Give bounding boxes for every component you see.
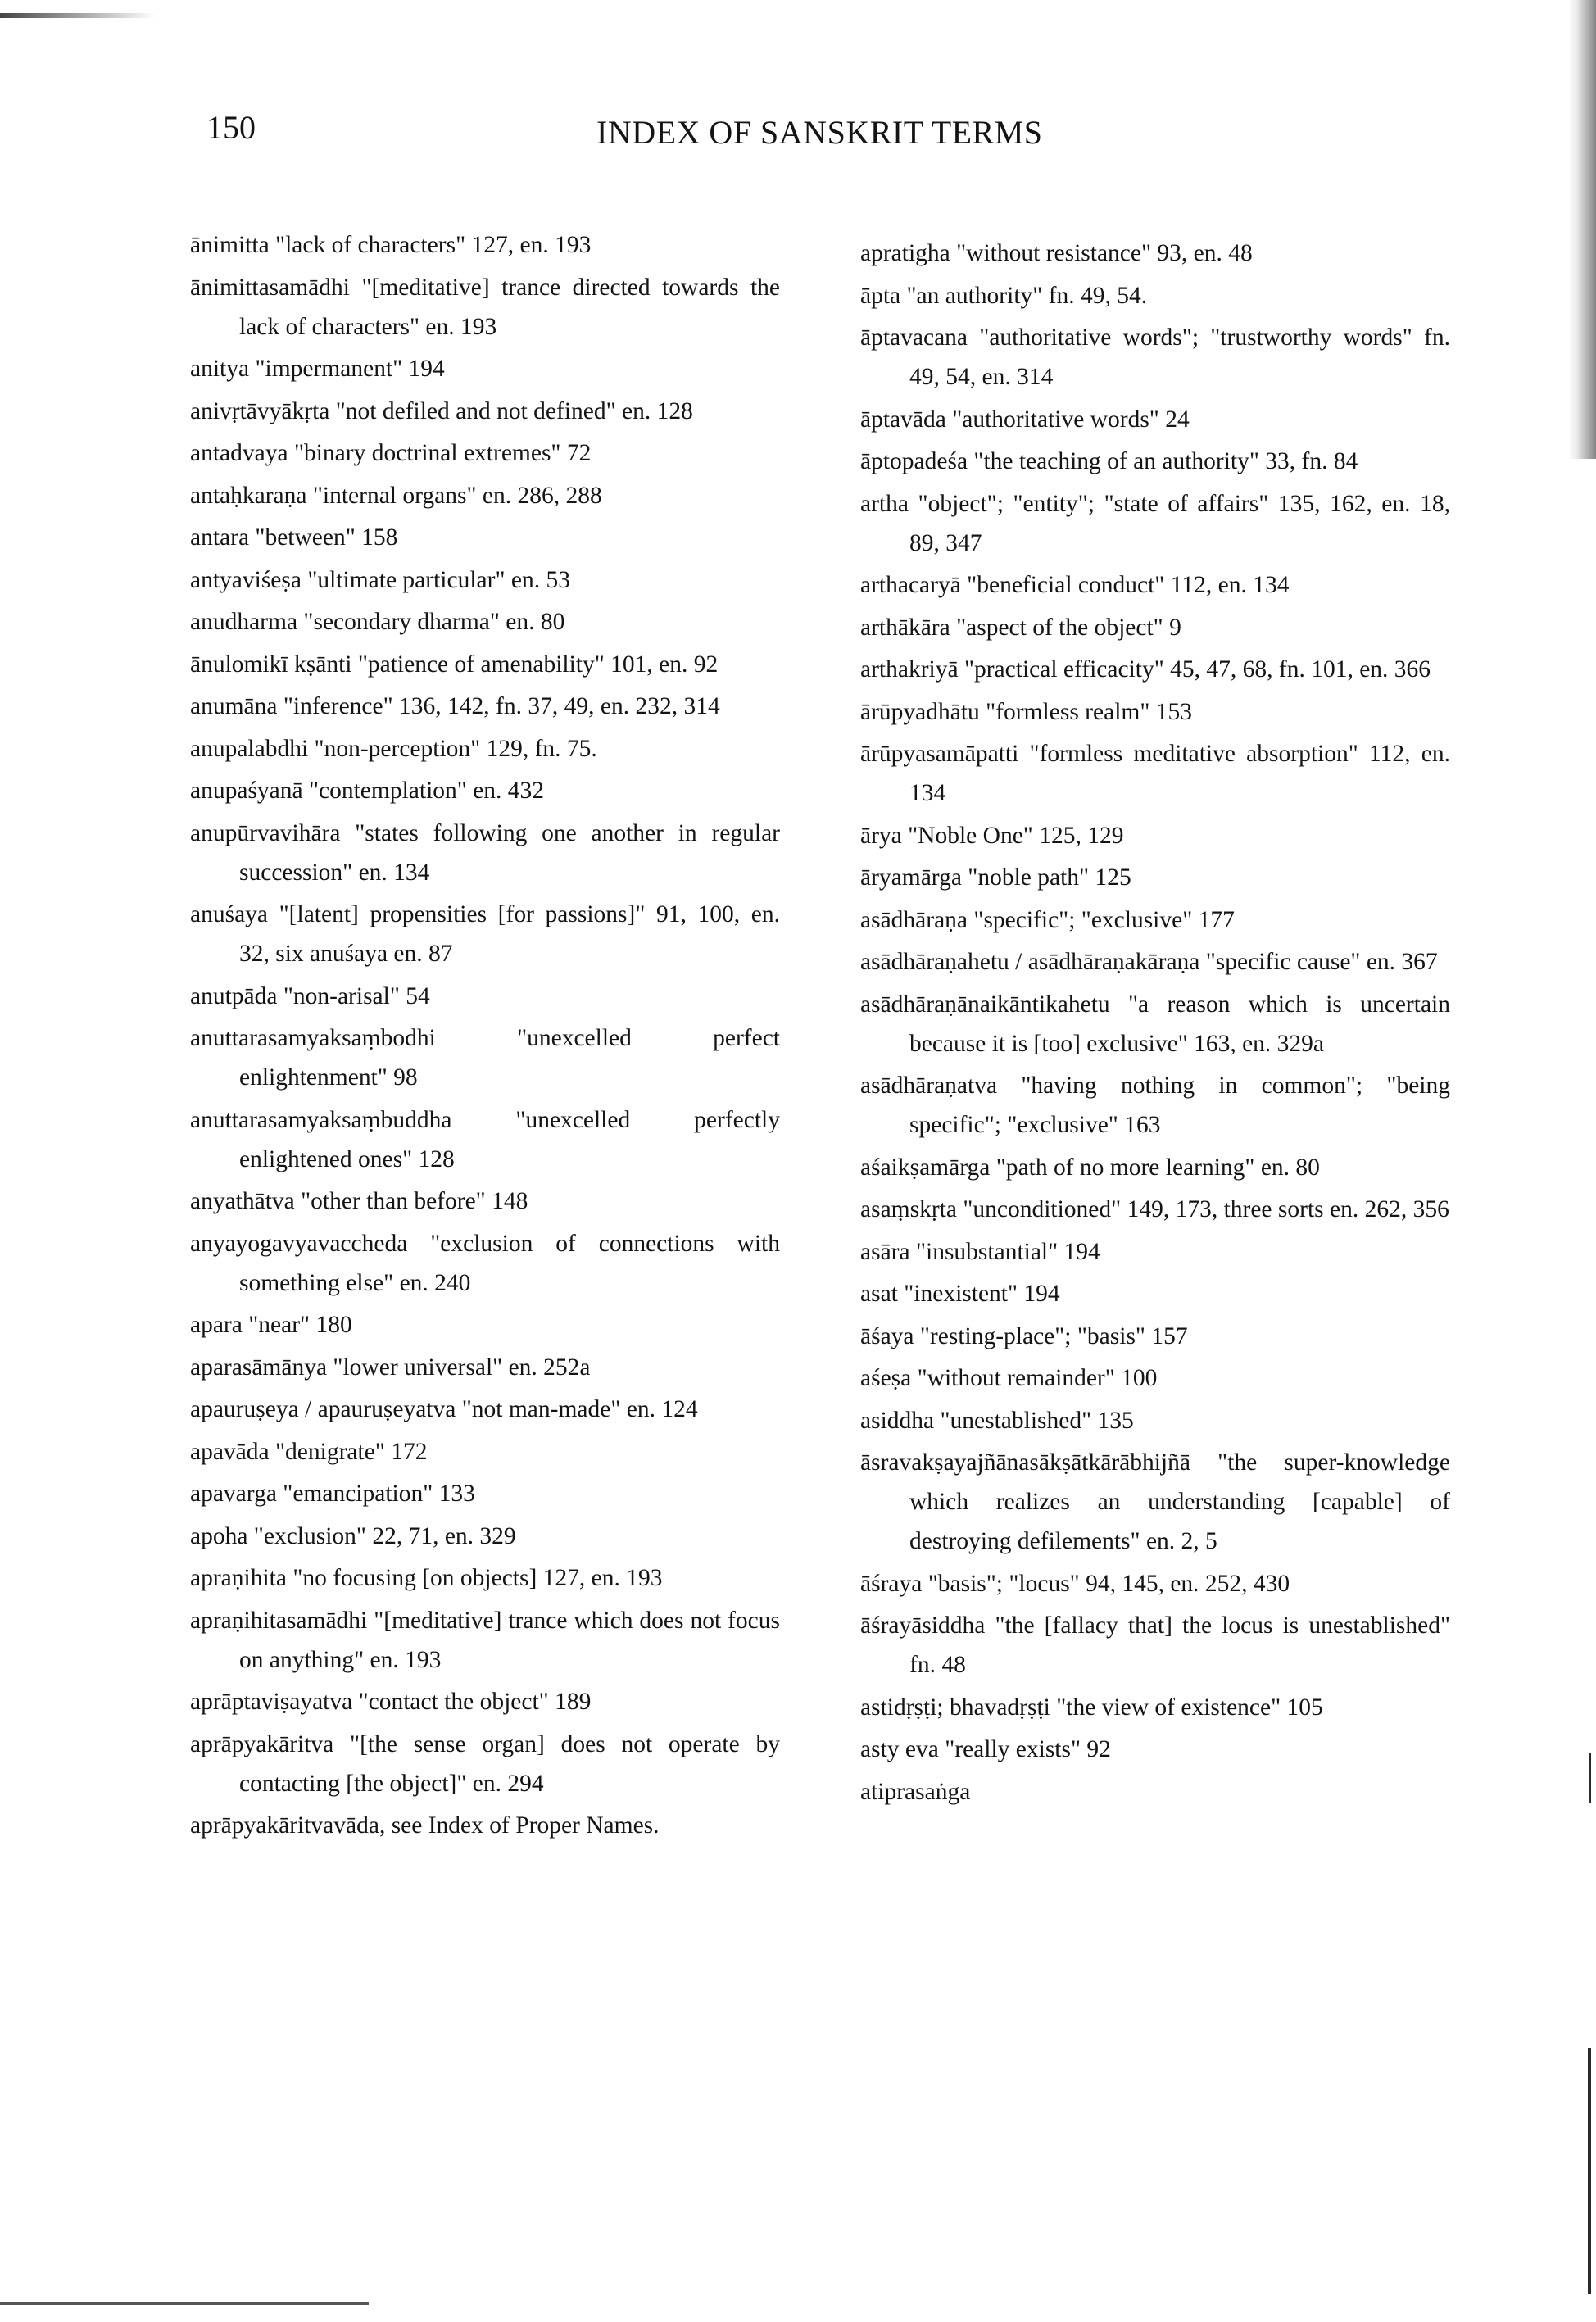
index-entry: apavarga "emancipation" 133 <box>190 1481 475 1507</box>
index-entry: antaḥkaraṇa "internal organs" en. 286, 288 <box>190 482 602 509</box>
index-entry: anupaśyanā "contemplation" en. 432 <box>190 778 545 804</box>
index-entry: ānimitta "lack of characters" 127, en. 193 <box>190 232 592 258</box>
index-entry: asat "inexistent" 194 <box>860 1281 1060 1307</box>
index-entry: āryamārga "noble path" 125 <box>860 864 1131 891</box>
index-entry: anyathātva "other than before" 148 <box>190 1188 528 1214</box>
index-entry: anuttarasamyaksaṃbuddha "unexcelled perfectly enlightened ones" 128 <box>190 1106 780 1172</box>
index-entry: asaṃskṛta "unconditioned" 149, 173, three sorts en. 262, 356 <box>860 1196 1449 1222</box>
index-entry: ārūpyasamāpatti "formless meditative absorption" 112, en. 134 <box>860 741 1450 806</box>
index-entry: aprāptaviṣayatva "contact the object" 189 <box>190 1689 592 1715</box>
index-entry: antara "between" 158 <box>190 524 398 551</box>
index-entry: āptavacana "authoritative words"; "trustworthy words" fn. 49, 54, en. 314 <box>860 324 1450 390</box>
index-entry: āsravakṣayajñānasākṣātkārābhijñā "the super-knowledge which realizes an understanding [capable] of destroying defilements" en. 2, 5 <box>860 1449 1450 1554</box>
index-entry: ārya "Noble One" 125, 129 <box>860 822 1124 849</box>
index-entry: anuśaya "[latent] propensities [for passions]" 91, 100, en. 32, six anuśaya en. 87 <box>190 901 780 967</box>
index-entry: asāra "insubstantial" 194 <box>860 1238 1100 1265</box>
index-entry: asādhāraṇatva "having nothing in common"; "being specific"; "exclusive" 163 <box>860 1073 1450 1138</box>
index-entry: aprāpyakāritva "[the sense organ] does not operate by contacting [the object]" en. 294 <box>190 1730 780 1797</box>
index-entry: asty eva "really exists" 92 <box>860 1736 1111 1762</box>
index-entry: aparasāmānya "lower universal" en. 252a <box>190 1354 591 1381</box>
index-entry: arthākāra "aspect of the object" 9 <box>860 614 1181 641</box>
index-entry: anuttarasamyaksaṃbodhi "unexcelled perfect enlightenment" 98 <box>190 1025 780 1091</box>
index-entry: apraṇihita "no focusing [on objects] 127, en. 193 <box>190 1565 663 1591</box>
running-title: INDEX OF SANSKRIT TERMS <box>596 114 1043 151</box>
index-entry: ānulomikī kṣānti "patience of amenability" 101, en. 92 <box>190 651 719 678</box>
index-entry: anivṛtāvyākṛta "not defiled and not defined" en. 128 <box>190 397 693 424</box>
index-entry: anitya "impermanent" 194 <box>190 356 445 382</box>
index-entry: apara "near" 180 <box>190 1312 352 1338</box>
index-entry: āpta "an authority" fn. 49, 54. <box>860 282 1148 309</box>
index-entry: artha "object"; "entity"; "state of affairs" 135, 162, en. 18, 89, 347 <box>860 490 1450 556</box>
index-entry: anutpāda "non-arisal" 54 <box>190 982 430 1009</box>
index-entry: antadvaya "binary doctrinal extremes" 72 <box>190 440 592 466</box>
index-entry: ārūpyadhātu "formless realm" 153 <box>860 698 1193 725</box>
page-number: 150 <box>206 109 256 146</box>
index-entry: āptavāda "authoritative words" 24 <box>860 406 1190 433</box>
index-entry: āptopadeśa "the teaching of an authority" 33, fn. 84 <box>860 448 1358 474</box>
index-column-right <box>860 234 1450 1814</box>
scan-edge-line <box>1588 2048 1591 2294</box>
index-entry: aśaikṣamārga "path of no more learning" en. 80 <box>860 1154 1320 1181</box>
index-entry: asādhāraṇa "specific"; "exclusive" 177 <box>860 906 1235 933</box>
index-entry: anupūrvavihāra "states following one another in regular succession" en. 134 <box>190 819 780 886</box>
index-entry: āśaya "resting-place"; "basis" 157 <box>860 1322 1188 1349</box>
index-entry: antyaviśeṣa "ultimate particular" en. 53 <box>190 566 570 593</box>
index-entry: āśraya "basis"; "locus" 94, 145, en. 252, 430 <box>860 1570 1290 1597</box>
index-entry: anumāna "inference" 136, 142, fn. 37, 49, en. 232, 314 <box>190 693 720 719</box>
scan-edge-shadow <box>1568 0 1596 459</box>
scan-edge-tick <box>1589 1753 1591 1803</box>
scan-bottom-line <box>0 2302 369 2305</box>
index-entry: astidṛṣṭi; bhavadṛṣṭi "the view of existence" 105 <box>860 1694 1323 1721</box>
index-entry: aśeṣa "without remainder" 100 <box>860 1365 1158 1391</box>
index-entry: apratigha "without resistance" 93, en. 48 <box>860 240 1253 266</box>
index-entry: anudharma "secondary dharma" en. 80 <box>190 609 565 635</box>
index-entry: asādhāraṇānaikāntikahetu "a reason which is uncertain because it is [too] exclusive" 163, en. 329a <box>860 991 1450 1057</box>
index-entry: arthacaryā "beneficial conduct" 112, en. 134 <box>860 572 1290 598</box>
index-entry: aprāpyakāritvavāda, see Index of Proper Names. <box>190 1812 660 1839</box>
index-entry: anupalabdhi "non-perception" 129, fn. 75. <box>190 735 597 762</box>
index-column-left <box>190 225 780 1848</box>
index-entry: arthakriyā "practical efficacity" 45, 47, 68, fn. 101, en. 366 <box>860 656 1431 683</box>
index-entry: atiprasaṅga <box>860 1778 971 1805</box>
index-entry: apauruṣeya / apauruṣeyatva "not man-made" en. 124 <box>190 1396 698 1422</box>
index-entry: āśrayāsiddha "the [fallacy that] the locus is unestablished" fn. 48 <box>860 1612 1450 1678</box>
index-entry: ānimittasamādhi "[meditative] trance directed towards the lack of characters" en. 193 <box>190 274 780 340</box>
index-entry: asiddha "unestablished" 135 <box>860 1407 1134 1434</box>
scan-top-mark <box>0 13 156 18</box>
index-entry: apoha "exclusion" 22, 71, en. 329 <box>190 1522 516 1549</box>
index-entry: anyayogavyavaccheda "exclusion of connections with something else" en. 240 <box>190 1230 780 1296</box>
index-entry: apraṇihitasamādhi "[meditative] trance which does not focus on anything" en. 193 <box>190 1607 780 1673</box>
index-entry: apavāda "denigrate" 172 <box>190 1438 428 1465</box>
index-entry: asādhāraṇahetu / asādhāraṇakāraṇa "specific cause" en. 367 <box>860 949 1438 975</box>
